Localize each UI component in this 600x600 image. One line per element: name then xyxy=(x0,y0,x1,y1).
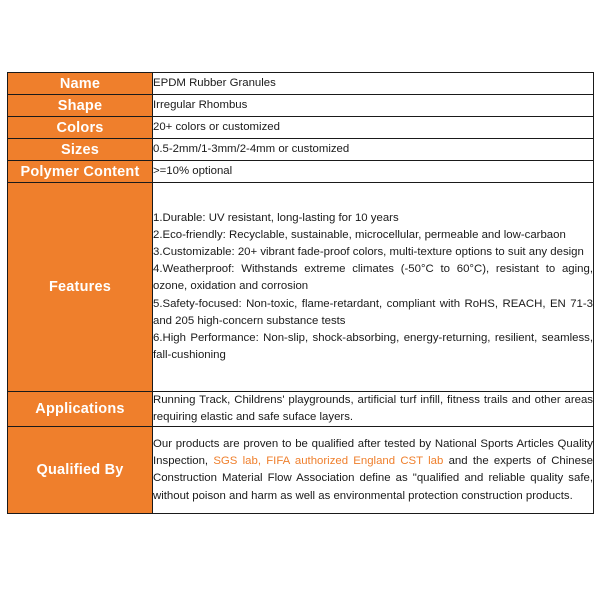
qualified-text-before: Our products are proven to be qualified after tested by National Sports Articles Quality Inspection, xyxy=(153,438,593,468)
feature-item: 1.Durable: UV resistant, long-lasting for 10 years xyxy=(153,211,399,224)
table-row xyxy=(8,427,594,514)
row-label-polymer: Polymer Content xyxy=(8,161,153,183)
table-row xyxy=(8,183,594,392)
spec-table xyxy=(7,72,594,514)
row-label-features: Features xyxy=(8,183,153,392)
table-row xyxy=(8,95,594,117)
table-row xyxy=(8,73,594,95)
qualified-text xyxy=(153,436,593,505)
feature-item: 6.High Performance: Non-slip, shock-absorbing, energy-returning, resilient, seamless, fall-cushioning xyxy=(153,332,593,362)
row-label-name: Name xyxy=(8,73,153,95)
row-value-colors: 20+ colors or customized xyxy=(153,117,594,139)
row-label-colors: Colors xyxy=(8,117,153,139)
row-label-shape: Shape xyxy=(8,95,153,117)
applications-text: Running Track, Childrens' playgrounds, artificial turf infill, fitness trails and other areas requiring elastic and safe suface layers. xyxy=(153,394,593,424)
table-row xyxy=(8,117,594,139)
row-label-sizes: Sizes xyxy=(8,139,153,161)
feature-item: 3.Customizable: 20+ vibrant fade-proof colors, multi-texture options to suit any design xyxy=(153,245,584,258)
feature-item: 4.Weatherproof: Withstands extreme climates (-50°C to 60°C), resistant to aging, ozone, oxidation and corrosion xyxy=(153,263,593,293)
row-value-polymer: >=10% optional xyxy=(153,161,594,183)
row-label-applications: Applications xyxy=(8,392,153,427)
row-label-qualified: Qualified By xyxy=(8,427,153,514)
feature-item: 5.Safety-focused: Non-toxic, flame-retardant, compliant with RoHS, REACH, EN 71-3 and 205 high-concern substance tests xyxy=(153,297,593,327)
row-value-qualified xyxy=(153,427,594,514)
row-value-applications xyxy=(153,392,594,427)
feature-item: 2.Eco-friendly: Recyclable, sustainable, microcellular, permeable and low-carbaon xyxy=(153,228,566,241)
table-row xyxy=(8,161,594,183)
table-row xyxy=(8,139,594,161)
table-row xyxy=(8,392,594,427)
row-value-name: EPDM Rubber Granules xyxy=(153,73,594,95)
qualified-text-after: and the experts of Chinese Construction Material Flow Association define as "qualified and reliable quality safe, without poison and harm as well as environmental protection construction products. xyxy=(153,455,593,502)
features-list xyxy=(153,210,593,365)
row-value-sizes: 0.5-2mm/1-3mm/2-4mm or customized xyxy=(153,139,594,161)
qualified-labs-highlight: SGS lab, FIFA authorized England CST lab xyxy=(213,455,444,468)
row-value-features xyxy=(153,183,594,392)
row-value-shape: Irregular Rhombus xyxy=(153,95,594,117)
